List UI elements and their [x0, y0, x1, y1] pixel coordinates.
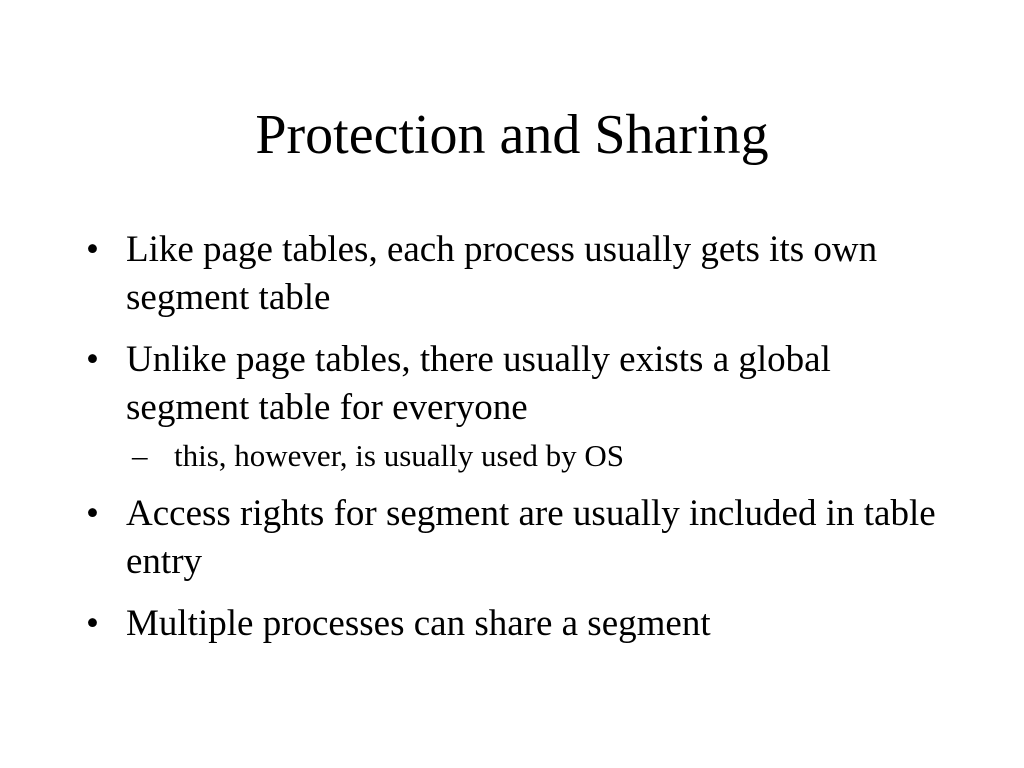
bullet-marker: • — [86, 339, 99, 380]
bullet-list — [86, 226, 946, 662]
bullet-text: Unlike page tables, there usually exists a global segment table for everyone — [126, 339, 831, 428]
bullet-marker: • — [86, 603, 99, 644]
sub-bullet-marker: – — [132, 438, 148, 473]
bullet-marker: • — [86, 493, 99, 534]
bullet-text: Like page tables, each process usually gets its own segment table — [126, 229, 878, 318]
bullet-item — [86, 336, 946, 476]
sub-bullet-item — [132, 436, 946, 476]
bullet-text: Access rights for segment are usually included in table entry — [126, 493, 936, 582]
bullet-item — [86, 226, 946, 322]
bullet-text: Multiple processes can share a segment — [126, 603, 711, 644]
bullet-item — [86, 490, 946, 586]
slide-title: Protection and Sharing — [255, 104, 769, 166]
bullet-item — [86, 600, 946, 648]
sub-bullet-list — [126, 436, 946, 476]
bullet-marker: • — [86, 229, 99, 270]
sub-bullet-text: this, however, is usually used by OS — [174, 438, 624, 473]
